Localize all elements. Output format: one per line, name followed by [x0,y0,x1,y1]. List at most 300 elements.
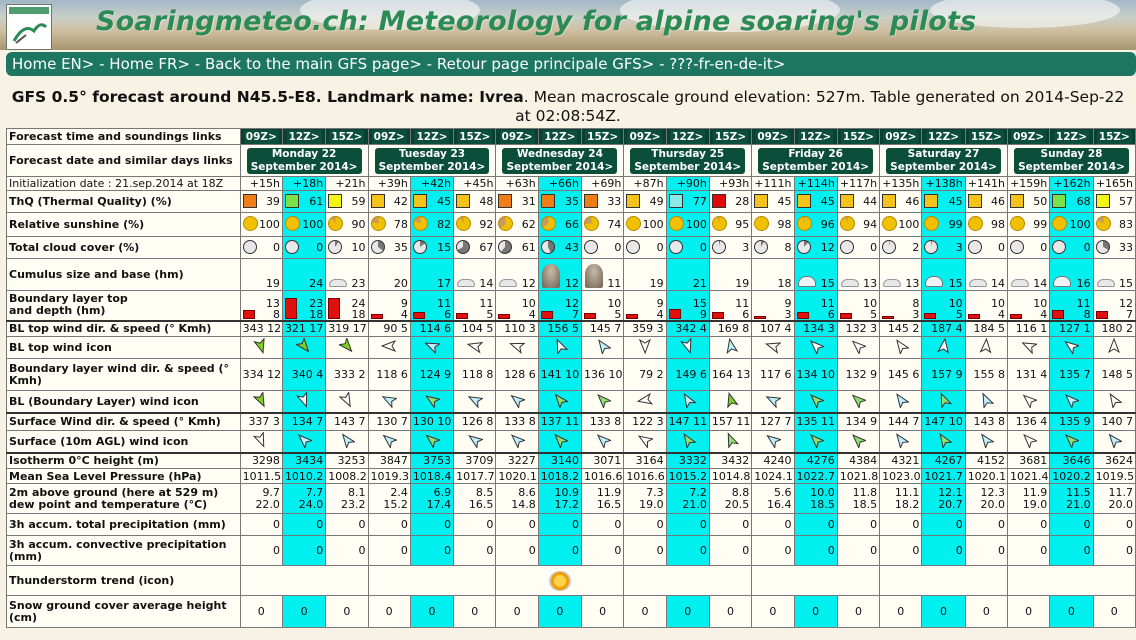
value-text: 0 [870,518,878,531]
conv-precip-cell [709,536,751,566]
blwi-cell [240,337,282,359]
value-text: 33 [1119,240,1133,254]
bl-depth-value: 8 [1083,307,1091,321]
cloud-cell [282,237,325,259]
value-text: +66h [548,177,580,190]
thunderstorm-cell-6 [1007,566,1135,596]
sounding-link-14[interactable]: 15Z> [842,130,874,143]
row-label-thq: ThQ (Thermal Quality) (%) [7,191,241,213]
sounding-link-5[interactable]: 15Z> [459,130,491,143]
sun-icon [1096,216,1111,231]
sunshine-cell [624,213,666,237]
snow-cell [582,596,624,628]
bdwi-cell [454,391,496,413]
bl-depth-value: 3 [784,307,792,321]
bl-depth-bar [882,316,894,319]
blw-cell [582,321,624,337]
value-text: 1016.6 [584,469,623,483]
blwi-cell [1007,337,1049,359]
sw-cell [666,413,709,431]
boundary-layer-cell [454,291,496,321]
bl-top-value: 24 [351,296,366,310]
bl-top-value: 11 [735,296,750,310]
sunshine-cell [922,213,965,237]
value-text: 78 [393,217,408,231]
sunshine-cell [1007,213,1049,237]
thunderstorm-icon [549,571,571,591]
cloud-cover-icon [498,240,512,254]
table-row [7,536,1136,566]
value-text: 3432 [721,454,750,468]
boundary-layer-cell [240,291,282,321]
value-text: 180 2 [1101,322,1133,336]
sounding-link-15[interactable]: 09Z> [885,130,917,143]
blwi-cell [666,337,709,359]
value-text: +87h [633,177,664,190]
bdwi-cell [965,391,1007,413]
wind-arrow-icon [978,432,994,448]
value-text: 0 [513,605,521,618]
blw-cell [240,321,282,337]
value-text: 1010.2 [284,469,324,483]
value-text: 0 [428,605,436,618]
value-text: 100 [898,217,920,231]
row-label-slp: Mean Sea Level Pressure (hPa) [7,469,241,484]
cumulus-cell [496,259,538,291]
value-text: 130 7 [376,415,408,429]
sun-icon [1010,216,1025,231]
thq-square-icon [413,194,427,208]
thq-cell [709,191,751,213]
sounding-link-9[interactable]: 09Z> [629,130,661,143]
time-cell [1007,129,1049,145]
sounding-link-3[interactable]: 09Z> [373,130,405,143]
boundary-layer-cell [794,291,837,321]
hour-cell [624,177,666,191]
sounding-link-8[interactable]: 15Z> [587,130,619,143]
blwi-cell [496,337,538,359]
wind-arrow-icon [467,432,483,448]
sunshine-cell [326,213,368,237]
cloud-cell [368,237,410,259]
swi-cell [1007,431,1049,453]
value-text: 42 [393,194,408,208]
value-text: 135 11 [796,415,835,429]
bl-depth-value: 5 [486,307,494,321]
row-label-cloud: Total cloud cover (%) [7,237,241,259]
wind-arrow-icon [637,338,653,354]
value-text: 0 [599,605,607,618]
bl-depth-value: 18 [351,307,366,321]
temperature-cell [582,484,624,514]
sounding-link-10[interactable]: 12Z> [672,130,704,143]
value-text: 14 [990,277,1005,290]
value-text: 0 [528,544,536,557]
value-text: 3227 [507,454,536,468]
hour-cell [837,177,879,191]
value-text: 59 [351,194,366,208]
cloud-cell [1007,237,1049,259]
cloud-cover-icon [243,240,257,254]
cumulus-icon [457,279,475,287]
snow-cell [624,596,666,628]
temperature-cell [326,484,368,514]
snow-cell [454,596,496,628]
temperature-value: 23.2 [341,497,366,511]
value-text: +138h [925,177,963,190]
table-row [7,566,1136,596]
table-row [7,237,1136,259]
sounding-link-20[interactable]: 15Z> [1098,130,1130,143]
day-link-4[interactable]: Friday 26 September 2014> [758,148,873,174]
nav-link-3[interactable]: Retour page principale GFS> [436,55,655,73]
day-link-3[interactable]: Thursday 25 September 2014> [630,148,745,174]
site-logo[interactable] [6,4,52,50]
value-text: 0 [656,240,664,254]
blwi-cell [582,337,624,359]
sun-icon [541,216,556,231]
value-text: 134 10 [796,368,835,381]
blw-cell [1093,321,1135,337]
bdw-cell [666,359,709,391]
swi-cell [1093,431,1135,453]
value-text: 124 9 [419,368,452,381]
sw-cell [752,413,794,431]
bl-depth-bar [456,313,468,319]
sunshine-cell [582,213,624,237]
temperature-cell [538,484,581,514]
row-label-times: Forecast time and soundings links [7,129,241,145]
bdw-cell [752,359,794,391]
sounding-link-17[interactable]: 15Z> [970,130,1002,143]
dew-point-value: 10.0 [810,485,835,499]
bl-depth-bar [840,313,852,319]
day-link-1[interactable]: Tuesday 23 September 2014> [375,148,490,174]
sounding-link-18[interactable]: 09Z> [1013,130,1045,143]
bdwi-cell [837,391,879,413]
bdwi-cell [538,391,581,413]
cumulus-cell [1050,259,1093,291]
bdw-cell [538,359,581,391]
sounding-link-16[interactable]: 12Z> [928,130,960,143]
hour-cell [410,177,453,191]
value-text: 169 8 [717,322,750,336]
value-text: 0 [1040,518,1048,531]
sounding-link-6[interactable]: 09Z> [501,130,533,143]
value-text: 14 [1033,277,1048,290]
row-label-snow: Snow ground cover average height (cm) [7,596,241,628]
sounding-link-2[interactable]: 15Z> [331,130,363,143]
swi-cell [752,431,794,453]
value-text: 359 3 [632,322,664,336]
value-text: 1018.4 [412,469,452,483]
row-label-bl [7,291,241,321]
conv-precip-cell [410,536,453,566]
cloud-cover-icon [1096,240,1110,254]
value-text: 0 [528,518,536,531]
sounding-link-1[interactable]: 12Z> [288,130,320,143]
day-cell-6 [1007,145,1135,177]
sw-cell [496,413,538,431]
thq-cell [965,191,1007,213]
nav-link-2[interactable]: Back to the main GFS page> [204,55,422,73]
value-text: 0 [656,544,664,557]
value-text: 0 [471,605,479,618]
value-text: 3 [742,240,750,254]
conv-precip-cell [880,536,922,566]
value-text: 15 [820,277,835,290]
cumulus-cell [666,259,709,291]
sounding-link-11[interactable]: 15Z> [715,130,747,143]
nav-link-1[interactable]: Home FR> [109,55,190,73]
table-row [7,484,1136,514]
wind-arrow-icon [1063,392,1079,408]
row-label-iso: Isotherm 0°C height (m) [7,453,241,469]
day-link-6[interactable]: Sunday 28 September 2014> [1014,148,1129,174]
page-heading [6,88,1130,126]
value-text: 0 [912,544,920,557]
sounding-link-19[interactable]: 12Z> [1055,130,1087,143]
value-text: 4384 [849,454,878,468]
snow-cell [1007,596,1049,628]
sunshine-cell [880,213,922,237]
value-text: 0 [997,240,1005,254]
sounding-link-13[interactable]: 12Z> [800,130,832,143]
snow-cell [965,596,1007,628]
day-link-2[interactable]: Wednesday 24 September 2014> [502,148,617,174]
site-title: Soaringmeteo.ch: Meteorology for alpine soaring's pilots [96,6,977,37]
snow-cell [1050,596,1093,628]
wind-arrow-icon [680,432,696,448]
day-link-0[interactable]: Monday 22 September 2014> [247,148,362,174]
thq-square-icon [584,194,598,208]
wind-arrow-icon [1106,432,1122,448]
dew-point-value: 11.8 [852,485,878,499]
value-text: 39 [265,194,280,208]
sunshine-cell [752,213,794,237]
wind-arrow-icon [253,392,269,408]
thunderstorm-cell-1 [368,566,496,596]
value-text: 57 [1119,194,1133,208]
thq-square-icon [924,194,938,208]
value-text: 134 7 [291,415,324,429]
conv-precip-cell [752,536,794,566]
value-text: 96 [820,217,835,231]
value-text: 4321 [891,454,920,468]
conv-precip-cell [282,536,325,566]
blwi-cell [837,337,879,359]
hour-cell [454,177,496,191]
value-text: 155 8 [973,368,1005,381]
cloud-cell [454,237,496,259]
cumulus-cell [965,259,1007,291]
precip-cell [582,514,624,536]
time-cell [837,129,879,145]
boundary-layer-cell [1050,291,1093,321]
sun-icon [626,216,641,231]
sounding-link-12[interactable]: 09Z> [757,130,789,143]
time-cell [496,129,538,145]
value-text: 0 [614,544,622,557]
value-text: +111h [754,177,792,190]
thq-cell [624,191,666,213]
dew-point-value: 6.9 [433,485,452,499]
bdw-cell [582,359,624,391]
value-text: 1018.2 [540,469,580,483]
value-text: 100 [1069,217,1091,231]
boundary-layer-cell [624,291,666,321]
temperature-cell [624,484,666,514]
blw-cell [282,321,325,337]
time-cell [240,129,282,145]
time-cell [965,129,1007,145]
value-text: 342 4 [675,322,707,336]
dew-point-value: 8.1 [348,485,366,499]
hour-cell [538,177,581,191]
boundary-layer-cell [709,291,751,321]
value-text: 135 9 [1059,415,1091,429]
sw-cell [922,413,965,431]
value-text: 0 [400,544,408,557]
sun-icon [924,216,939,231]
sounding-link-4[interactable]: 12Z> [416,130,448,143]
bl-depth-value: 5 [870,307,878,321]
bl-top-value: 10 [607,296,622,310]
bdw-cell [326,359,368,391]
row-label-tp: 3h accum. total precipitation (mm) [7,514,241,536]
value-text: 67 [479,240,494,254]
table-row [7,359,1136,391]
wind-arrow-icon [637,392,653,408]
value-text: 0 [699,240,707,254]
day-link-5[interactable]: Saturday 27 September 2014> [886,148,1001,174]
table-row [7,469,1136,484]
slp-cell [837,469,879,484]
bl-depth-bar [669,309,681,319]
cloud-cover-icon [669,240,683,254]
value-text: 1008.2 [328,469,367,483]
value-text: 0 [257,605,265,618]
snow-cell [880,596,922,628]
temperature-cell [922,484,965,514]
dew-point-value: 7.7 [305,485,324,499]
value-text: 98 [777,217,792,231]
sounding-link-0[interactable]: 09Z> [245,130,277,143]
sw-cell [454,413,496,431]
nav-link-0[interactable]: Home EN> [12,55,95,73]
temperature-cell [965,484,1007,514]
bl-top-value: 11 [437,296,452,310]
conv-precip-cell [794,536,837,566]
iso-cell [538,453,581,469]
cumulus-cell [240,259,282,291]
value-text: 147 10 [924,415,963,429]
cloud-cell [922,237,965,259]
iso-cell [454,453,496,469]
value-text: 0 [1040,240,1048,254]
value-text: 0 [912,518,920,531]
value-text: +18h [293,177,324,190]
blw-cell [752,321,794,337]
nav-link-4[interactable]: ???-fr-en-de-it> [669,55,786,73]
value-text: 4276 [806,454,835,468]
value-text: 3709 [465,454,494,468]
slp-cell [282,469,325,484]
nav-separator: - [189,55,205,73]
time-cell [582,129,624,145]
thq-cell [666,191,709,213]
thq-cell [326,191,368,213]
bl-depth-value: 6 [444,307,452,321]
value-text: 35 [393,240,408,254]
value-text: 0 [572,544,580,557]
blw-cell [880,321,922,337]
boundary-layer-cell [922,291,965,321]
value-text: +165h [1095,177,1133,190]
thq-square-icon [797,194,811,208]
blwi-cell [709,337,751,359]
precip-cell [709,514,751,536]
wind-arrow-icon [253,338,269,354]
value-text: 137 11 [540,415,580,429]
wind-arrow-icon [723,392,739,408]
wind-arrow-icon [1106,392,1122,408]
temperature-cell [1050,484,1093,514]
bl-depth-bar [1052,310,1064,319]
thq-square-icon [669,194,683,208]
swi-cell [282,431,325,453]
sunshine-cell [410,213,453,237]
value-text: 133 8 [504,415,536,429]
value-text: 23 [351,277,366,290]
dew-point-value: 5.6 [774,485,792,499]
value-text: 149 6 [675,368,707,381]
temperature-value: 20.7 [938,497,963,511]
blwi-cell [282,337,325,359]
value-text: 333 2 [334,368,366,381]
temperature-cell [1093,484,1135,514]
value-text: 116 1 [1015,322,1048,336]
blw-cell [538,321,581,337]
thq-cell [368,191,410,213]
value-text: 61 [521,240,536,254]
value-text: 15 [1119,277,1133,290]
value-text: 3164 [635,454,664,468]
sounding-link-7[interactable]: 12Z> [544,130,576,143]
blw-cell [922,321,965,337]
sw-cell [837,413,879,431]
value-text: 0 [727,605,735,618]
time-cell [794,129,837,145]
sunshine-cell [666,213,709,237]
wind-arrow-icon [936,432,952,448]
value-text: 45 [437,194,452,208]
value-text: 0 [742,518,750,531]
value-text: 110 3 [504,322,536,336]
value-text: 334 12 [242,368,282,381]
wind-arrow-icon [467,392,483,408]
iso-cell [666,453,709,469]
value-text: 100 [642,217,664,231]
header-banner [0,0,1136,50]
boundary-layer-cell [282,291,325,321]
dew-point-value: 7.3 [646,485,664,499]
value-text: 134 3 [803,322,835,336]
cloud-cover-icon [328,240,342,254]
sw-cell [282,413,325,431]
value-text: 0 [827,518,835,531]
value-text: 0 [556,605,564,618]
